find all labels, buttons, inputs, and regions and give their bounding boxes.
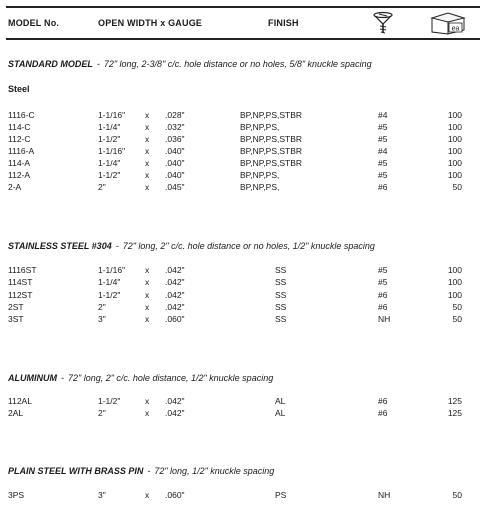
quantity-cell: 50 bbox=[452, 490, 462, 500]
gauge-cell: .042" bbox=[165, 408, 185, 418]
model-cell: 1116ST bbox=[8, 265, 37, 275]
gauge-cell: .040" bbox=[165, 158, 185, 168]
width-cell: 1-1/16" bbox=[98, 110, 126, 120]
section-title-plain-steel-brass-pin: PLAIN STEEL WITH BRASS PIN - 72" long, 1/2" knuckle spacing bbox=[8, 466, 275, 476]
gauge-cell: .036" bbox=[165, 134, 185, 144]
times-cell: x bbox=[145, 122, 150, 132]
screw-cell: #5 bbox=[378, 122, 388, 132]
table-row bbox=[0, 146, 484, 158]
width-cell: 2" bbox=[98, 182, 106, 192]
section-name: STANDARD MODEL bbox=[8, 59, 93, 69]
finish-cell: AL bbox=[275, 408, 286, 418]
quantity-cell: 50 bbox=[452, 302, 462, 312]
box-icon-label: ea bbox=[451, 25, 460, 33]
gauge-cell: .060" bbox=[165, 314, 185, 324]
model-cell: 2ST bbox=[8, 302, 24, 312]
finish-cell: BP,NP,PS, bbox=[240, 182, 280, 192]
model-cell: 112ST bbox=[8, 290, 33, 300]
width-gauge-column-header: OPEN WIDTH x GAUGE bbox=[98, 18, 203, 28]
model-cell: 114ST bbox=[8, 277, 33, 287]
gauge-cell: .045" bbox=[165, 182, 185, 192]
box-icon bbox=[428, 10, 468, 35]
subheading-steel: Steel bbox=[8, 84, 30, 94]
width-cell: 1-1/4" bbox=[98, 277, 121, 287]
times-cell: x bbox=[145, 146, 150, 156]
times-cell: x bbox=[145, 302, 150, 312]
times-cell: x bbox=[145, 134, 150, 144]
gauge-cell: .042" bbox=[165, 277, 185, 287]
model-cell: 112AL bbox=[8, 396, 32, 406]
screw-cell: NH bbox=[378, 314, 391, 324]
section-name: ALUMINUM bbox=[8, 373, 57, 383]
quantity-cell: 125 bbox=[447, 408, 462, 418]
times-cell: x bbox=[145, 290, 150, 300]
times-cell: x bbox=[145, 170, 150, 180]
quantity-cell: 100 bbox=[447, 290, 462, 300]
screw-cell: #6 bbox=[378, 290, 388, 300]
screw-cell: #6 bbox=[378, 182, 388, 192]
times-cell: x bbox=[145, 314, 150, 324]
screw-cell: #5 bbox=[378, 265, 388, 275]
width-cell: 3" bbox=[98, 314, 106, 324]
finish-cell: AL bbox=[275, 396, 286, 406]
width-cell: 1-1/16" bbox=[98, 146, 126, 156]
table-row bbox=[0, 110, 484, 122]
width-cell: 1-1/2" bbox=[98, 134, 121, 144]
section-description: 72" long, 2" c/c. hole distance or no holes, 1/2" knuckle spacing bbox=[122, 241, 375, 251]
width-cell: 3" bbox=[98, 490, 106, 500]
times-cell: x bbox=[145, 408, 150, 418]
model-cell: 2AL bbox=[8, 408, 24, 418]
table-row bbox=[0, 314, 484, 326]
section-description: 72" long, 1/2" knuckle spacing bbox=[154, 466, 275, 476]
gauge-cell: .042" bbox=[165, 265, 185, 275]
table-row bbox=[0, 277, 484, 289]
width-cell: 1-1/4" bbox=[98, 158, 121, 168]
model-cell: 112-C bbox=[8, 134, 31, 144]
finish-column-header: FINISH bbox=[268, 18, 299, 28]
quantity-cell: 50 bbox=[452, 314, 462, 324]
screw-cell: #6 bbox=[378, 396, 388, 406]
times-cell: x bbox=[145, 396, 150, 406]
finish-cell: BP,NP,PS,STBR bbox=[240, 146, 303, 156]
times-cell: x bbox=[145, 277, 150, 287]
times-cell: x bbox=[145, 158, 150, 168]
table-row bbox=[0, 170, 484, 182]
table-row bbox=[0, 490, 484, 502]
gauge-cell: .042" bbox=[165, 302, 185, 312]
screw-cell: #5 bbox=[378, 134, 388, 144]
table-row bbox=[0, 182, 484, 194]
quantity-cell: 100 bbox=[447, 170, 462, 180]
section-description: 72" long, 2" c/c. hole distance, 1/2" knuckle spacing bbox=[68, 373, 274, 383]
table-row bbox=[0, 302, 484, 314]
width-cell: 1-1/2" bbox=[98, 170, 121, 180]
quantity-cell: 125 bbox=[447, 396, 462, 406]
quantity-cell: 50 bbox=[452, 182, 462, 192]
finish-cell: BP,NP,PS, bbox=[240, 122, 280, 132]
quantity-cell: 100 bbox=[447, 122, 462, 132]
section-title-stainless-steel: STAINLESS STEEL #304 - 72" long, 2" c/c. hole distance or no holes, 1/2" knuckle spacing bbox=[8, 241, 375, 251]
table-row bbox=[0, 122, 484, 134]
quantity-cell: 100 bbox=[447, 277, 462, 287]
finish-cell: SS bbox=[275, 290, 287, 300]
quantity-cell: 100 bbox=[447, 110, 462, 120]
width-cell: 1-1/2" bbox=[98, 290, 121, 300]
gauge-cell: .042" bbox=[165, 396, 185, 406]
screw-cell: #5 bbox=[378, 277, 388, 287]
finish-cell: SS bbox=[275, 302, 287, 312]
screw-cell: NH bbox=[378, 490, 391, 500]
screw-icon bbox=[372, 11, 394, 35]
screw-cell: #5 bbox=[378, 158, 388, 168]
gauge-cell: .040" bbox=[165, 146, 185, 156]
table-row bbox=[0, 158, 484, 170]
model-cell: 112-A bbox=[8, 170, 31, 180]
times-cell: x bbox=[145, 490, 150, 500]
table-row bbox=[0, 265, 484, 277]
table-header bbox=[6, 6, 480, 40]
times-cell: x bbox=[145, 265, 150, 275]
screw-cell: #5 bbox=[378, 170, 388, 180]
width-cell: 2" bbox=[98, 408, 106, 418]
width-cell: 1-1/16" bbox=[98, 265, 126, 275]
finish-cell: BP,NP,PS,STBR bbox=[240, 158, 303, 168]
gauge-cell: .032" bbox=[165, 122, 185, 132]
times-cell: x bbox=[145, 182, 150, 192]
finish-cell: BP,NP,PS,STBR bbox=[240, 134, 303, 144]
model-cell: 3PS bbox=[8, 490, 25, 500]
finish-cell: BP,NP,PS,STBR bbox=[240, 110, 303, 120]
finish-cell: BP,NP,PS, bbox=[240, 170, 280, 180]
section-name: PLAIN STEEL WITH BRASS PIN bbox=[8, 466, 144, 476]
table-row bbox=[0, 290, 484, 302]
quantity-cell: 100 bbox=[447, 146, 462, 156]
finish-cell: SS bbox=[275, 265, 287, 275]
table-row bbox=[0, 396, 484, 408]
quantity-cell: 100 bbox=[447, 158, 462, 168]
model-cell: 114-A bbox=[8, 158, 31, 168]
gauge-cell: .042" bbox=[165, 290, 185, 300]
screw-cell: #6 bbox=[378, 408, 388, 418]
table-row bbox=[0, 408, 484, 420]
finish-cell: PS bbox=[275, 490, 287, 500]
screw-cell: #6 bbox=[378, 302, 388, 312]
screw-cell: #4 bbox=[378, 146, 388, 156]
model-column-header: MODEL No. bbox=[8, 18, 60, 28]
screw-cell: #4 bbox=[378, 110, 388, 120]
gauge-cell: .028" bbox=[165, 110, 185, 120]
width-cell: 2" bbox=[98, 302, 106, 312]
section-title-aluminum: ALUMINUM - 72" long, 2" c/c. hole distance, 1/2" knuckle spacing bbox=[8, 373, 274, 383]
gauge-cell: .060" bbox=[165, 490, 185, 500]
finish-cell: SS bbox=[275, 314, 287, 324]
section-description: 72" long, 2-3/8" c/c. hole distance or no holes, 5/8" knuckle spacing bbox=[103, 59, 372, 69]
model-cell: 2-A bbox=[8, 182, 22, 192]
width-cell: 1-1/2" bbox=[98, 396, 121, 406]
model-cell: 1116-A bbox=[8, 146, 35, 156]
section-title-standard-model: STANDARD MODEL - 72" long, 2-3/8" c/c. hole distance or no holes, 5/8" knuckle spacing bbox=[8, 59, 372, 69]
model-cell: 3ST bbox=[8, 314, 24, 324]
times-cell: x bbox=[145, 110, 150, 120]
finish-cell: SS bbox=[275, 277, 287, 287]
section-name: STAINLESS STEEL #304 bbox=[8, 241, 112, 251]
model-cell: 1116-C bbox=[8, 110, 35, 120]
model-cell: 114-C bbox=[8, 122, 31, 132]
table-row bbox=[0, 134, 484, 146]
quantity-cell: 100 bbox=[447, 265, 462, 275]
quantity-cell: 100 bbox=[447, 134, 462, 144]
gauge-cell: .040" bbox=[165, 170, 185, 180]
width-cell: 1-1/4" bbox=[98, 122, 121, 132]
